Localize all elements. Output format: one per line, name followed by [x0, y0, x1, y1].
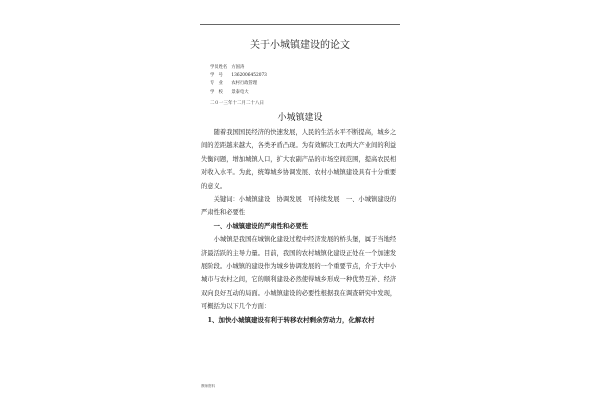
info-value: 方国涛	[231, 65, 245, 70]
info-label: 学 校	[210, 89, 223, 95]
keywords: 关键词：小城镇建设 协调发展 可持续发展 一、小城镇建设的严肃性和必要性	[201, 196, 397, 217]
footer-note: 教师资料	[201, 384, 215, 388]
heading-1: 一、小城镇建设的严肃性和必要性	[213, 222, 309, 230]
info-label: 学员姓名	[210, 65, 228, 70]
document-title: 关于小城镇建设的论文	[250, 40, 350, 51]
info-label: 学 号	[210, 73, 223, 79]
info-row-id	[210, 72, 267, 80]
info-row-name	[210, 64, 267, 72]
info-label: 专 业	[210, 81, 223, 87]
body-paragraph: 小城镇是我国在城镇化建设过程中经济发展的桥头堡，属于当地经济最活跃的主导力量。目前，我国的农村城镇化建设正处在一个加速发展阶段。小城镇的建设作为城乡协调发展的一个重要节点，介于大中小城市与农村之间，它的顺利建设必然使得城乡形成一种优势互补、经济双向良好互动的局面。小城镇建设的必要性根据我在调查研究中发现，可概括为以下几个方面：	[201, 236, 397, 311]
heading-2: 1、加快小城镇建设有利于转移农村剩余劳动力，化解农村	[207, 315, 375, 324]
section-title: 小城镇建设	[277, 113, 323, 123]
info-value: 1362006452073	[231, 73, 267, 79]
document-date: 二０一三年十二月二十八日	[210, 101, 264, 106]
info-row-school	[210, 89, 267, 97]
info-value: 农村行政管理	[231, 81, 258, 87]
document-body	[201, 126, 399, 327]
header-rule	[200, 24, 400, 25]
info-value: 景泰电大	[231, 89, 249, 95]
info-row-major	[210, 80, 267, 88]
intro-paragraph: 随着我国国民经济的快速发展，人民的生活水平不断提高，城乡之间的差距越来越大，各类矛盾凸现。为有效解决工农两大产业间的利益失衡问题，增加城镇人口，扩大农副产品的市场空间范围，提高农民相对收入水平。为此，统筹城乡协调发展、农村小城镇建设具有十分重要的意义。	[201, 129, 397, 190]
author-info	[210, 64, 267, 97]
